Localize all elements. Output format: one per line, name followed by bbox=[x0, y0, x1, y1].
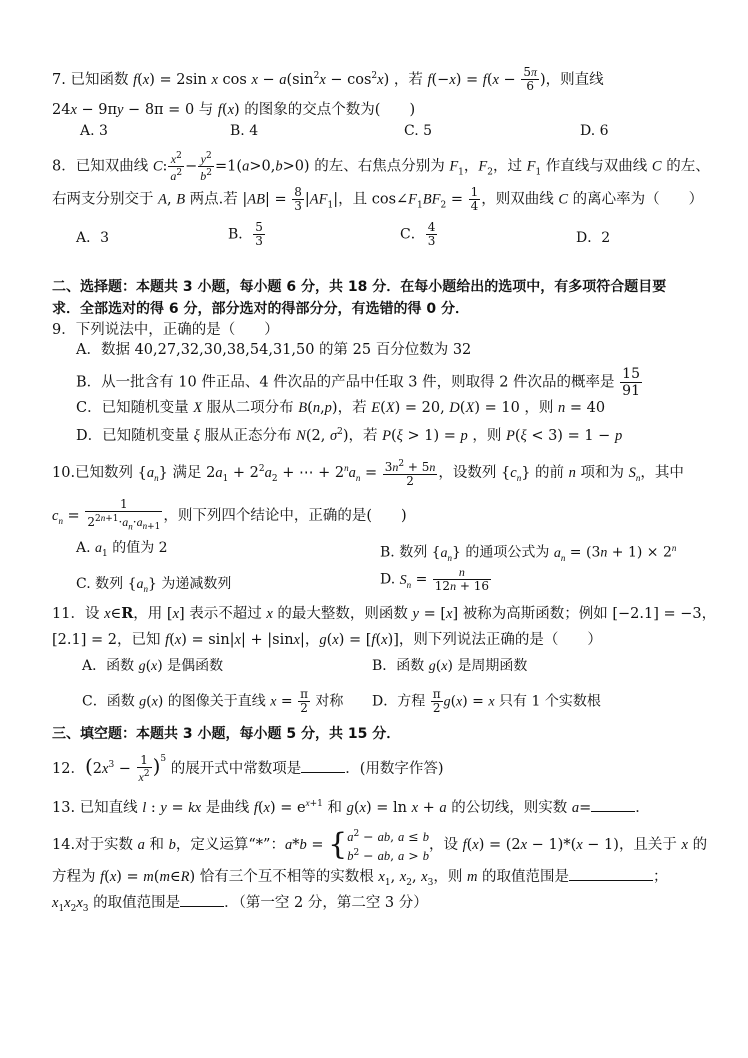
q10-option-c: C. 数列 $\{a_n\}$ 为递减数列 bbox=[76, 576, 232, 594]
q7-line1: 7. 已知函数 f(x) = 2sin x $\cos x - a(\sin^2x - \cos^2x)$ ，若 f(−x) = f(x − $\frac{5\pi}{6}$ )，则直线 bbox=[52, 65, 604, 94]
q11-option-d: D．方程 $\frac{\pi}{2}$ g(x) = x 只有 1 个实数根 bbox=[372, 687, 601, 715]
q9-option-a: A．数据 40,27,32,30,38,54,31,50 的第 25 百分位数为 32 bbox=[76, 342, 472, 358]
section3-heading: 三、填空题：本题共 3 小题，每小题 5 分，共 15 分． bbox=[52, 726, 401, 742]
q9-option-b: B．从一批含有 10 件正品、4 件次品的产品中任取 3 件，则取得 2 件次品的概率是 $\frac{15}{91}$ bbox=[76, 366, 640, 399]
q8-line1: 8．已知双曲线 C: $\frac{x^2}{a^2}$ − $\frac{y^2}{b^2}$ =1(a>0,b>0) 的左、右焦点分别为 $F_1$，$F_2$，过 $F_1$ 作直线与双曲线 C 的左、 bbox=[52, 151, 710, 183]
q10-option-b: B. 数列 $\{a_n\}$ 的通项公式为 $a_n = (3n + 1) \times 2^n$ bbox=[380, 543, 677, 563]
q8-option-b: B． $\frac{5}{3}$ bbox=[228, 220, 263, 248]
q11-option-a: A．函数 g(x) 是偶函数 bbox=[82, 658, 224, 674]
q8-option-a: A．3 bbox=[76, 230, 110, 246]
q10-line1: 10.已知数列 $\{a_n\}$ 满足 $2a_1 + 2^2a_2$ + ⋯ + $2^na_n$ = $\frac{3n^2 + 5n}{2}$ ，设数列 $\{c_n\}$ 的前 n 项和为 $S_n$，其中 bbox=[52, 459, 684, 488]
q7-line2: 24x − 9πy − 8π = 0 与 f(x) 的图象的交点个数为( ) bbox=[52, 102, 416, 118]
q13: 13. 已知直线 l : y = kx 是曲线 $f(x) = e^{x+1}$ 和 g(x) = ln x + a 的公切线，则实数 a= ． bbox=[52, 798, 650, 816]
section2-line1: 二、选择题：本题共 3 小题，每小题 6 分，共 18 分．在每小题给出的选项中，有多项符合题目要 bbox=[52, 279, 667, 295]
q14-line3: $x_1x_2x_3$ 的取值范围是 ．（第一空 2 分，第二空 3 分） bbox=[52, 892, 708, 919]
q7-option-b: B. 4 bbox=[230, 123, 259, 139]
q7-option-a: A. 3 bbox=[80, 123, 108, 139]
q14-line2: 方程为 f(x) = m(m∈R) 恰有三个互不相等的实数根 $x_1$, $x_2$, $x_3$，则 m 的取值范围是 ； bbox=[52, 866, 708, 893]
q14-line1: 14.对于实数 a 和 b，定义运算“*”：a*b = { $a^2$ − ab, a ≤ b $b^2$ − ab, a > b ，设 f(x) = (2x − 1)*(x − 1)，且关于 x 的 bbox=[52, 827, 708, 864]
q9-option-d: D．已知随机变量 ξ 服从正态分布 N(2, $\sigma^2$)，若 P(ξ > 1) = p ，则 P(ξ < 3) = 1 − p bbox=[76, 427, 623, 444]
q8-option-c: C． $\frac{4}{3}$ bbox=[400, 220, 436, 248]
q11-option-b: B．函数 g(x) 是周期函数 bbox=[372, 658, 528, 674]
q10-option-d: D. $S_n$ = $\frac{n}{12n + 16}$ bbox=[380, 565, 490, 593]
q9-option-c: C．已知随机变量 X 服从二项分布 B(n,p)，若 E(X) = 20, D(X) = 10 ，则 n = 40 bbox=[76, 400, 606, 416]
q7-option-c: C. 5 bbox=[404, 123, 433, 139]
q11-line2: [2.1] = 2，已知 f(x) = sin|x| + |sinx|，g(x) = [f(x)]，则下列说法正确的是（ ） bbox=[52, 632, 602, 648]
q10-option-a: A. $a_1$ 的值为 2 bbox=[76, 540, 168, 559]
q12: 12．($2x^3$ − $\frac{1}{x^2}$ )$^5$ 的展开式中常数项是 ．(用数字作答) bbox=[52, 753, 444, 784]
q10-line2: $c_n$ = $\frac{1}{2^{2n+1}\cdot a_n\cdot a_{n+1}}$ ，则下列四个结论中，正确的是( ) bbox=[52, 497, 407, 533]
q8-line2: 右两支分别交于 A, B 两点.若 |AB| = $\frac{8}{3}$ $|AF_1|$，且 $\cos\angle F_1BF_2$ = $\frac{1}{4}$ ，则双曲线 C 的离心率为（ ） bbox=[52, 185, 704, 213]
q11-line1: 11．设 x∈R，用 [x] 表示不超过 x 的最大整数，则函数 y = [x] 被称为高斯函数；例如 [−2.1] = −3， bbox=[52, 605, 717, 622]
q11-option-c: C．函数 g(x) 的图像关于直线 x = $\frac{\pi}{2}$ 对称 bbox=[82, 687, 344, 715]
q8-option-d: D．2 bbox=[576, 230, 611, 246]
section2-line2: 求．全部选对的得 6 分，部分选对的得部分分，有选错的得 0 分． bbox=[52, 301, 469, 317]
q9-stem: 9．下列说法中，正确的是（ ） bbox=[52, 322, 279, 338]
q7-option-d: D. 6 bbox=[580, 123, 609, 139]
